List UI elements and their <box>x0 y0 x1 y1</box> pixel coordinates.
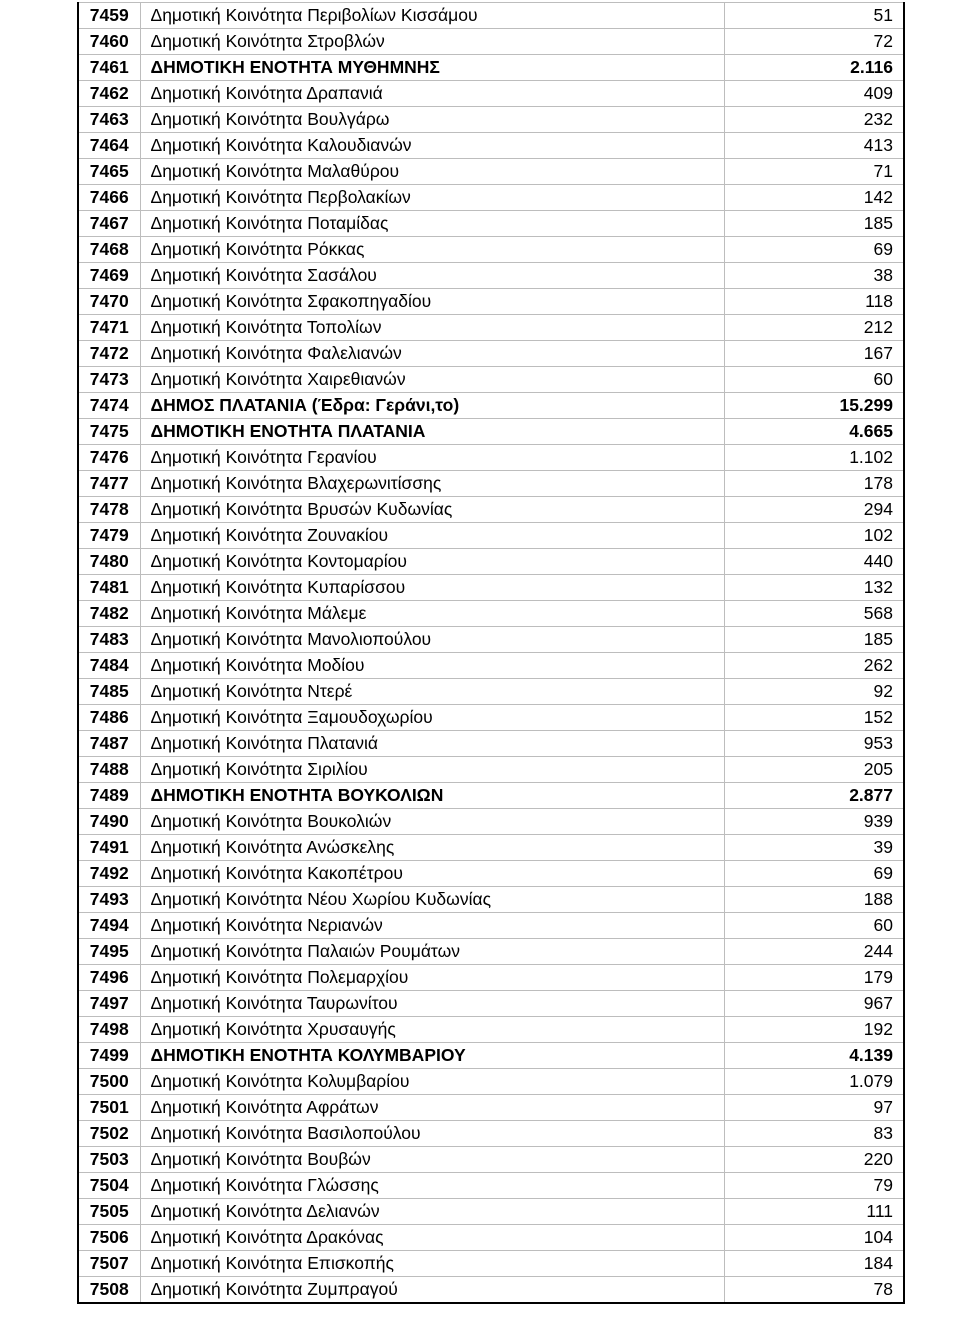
row-name: ΔΗΜΟΤΙΚΗ ΕΝΟΤΗΤΑ ΚΟΛΥΜΒΑΡΙΟΥ <box>140 1043 724 1069</box>
row-code: 7489 <box>78 783 140 809</box>
row-code: 7490 <box>78 809 140 835</box>
row-code: 7497 <box>78 991 140 1017</box>
row-name: Δημοτική Κοινότητα Δελιανών <box>140 1199 724 1225</box>
row-name: Δημοτική Κοινότητα Καλουδιανών <box>140 133 724 159</box>
table-row <box>78 705 904 731</box>
row-code: 7467 <box>78 211 140 237</box>
table-row <box>78 107 904 133</box>
row-value: 79 <box>724 1173 904 1199</box>
table-row <box>78 1017 904 1043</box>
row-name: Δημοτική Κοινότητα Κακοπέτρου <box>140 861 724 887</box>
row-name: Δημοτική Κοινότητα Κοντομαρίου <box>140 549 724 575</box>
row-name: Δημοτική Κοινότητα Ξαμουδοχωρίου <box>140 705 724 731</box>
row-name: Δημοτική Κοινότητα Μοδίου <box>140 653 724 679</box>
row-name: Δημοτική Κοινότητα Ντερέ <box>140 679 724 705</box>
row-name: Δημοτική Κοινότητα Ζυμπραγού <box>140 1277 724 1304</box>
row-name: Δημοτική Κοινότητα Πολεμαρχίου <box>140 965 724 991</box>
row-code: 7498 <box>78 1017 140 1043</box>
table-row <box>78 601 904 627</box>
row-value: 152 <box>724 705 904 731</box>
row-name: Δημοτική Κοινότητα Βρυσών Κυδωνίας <box>140 497 724 523</box>
table-row <box>78 393 904 419</box>
row-value: 413 <box>724 133 904 159</box>
row-name: Δημοτική Κοινότητα Πλατανιά <box>140 731 724 757</box>
row-name: Δημοτική Κοινότητα Σιριλίου <box>140 757 724 783</box>
row-code: 7507 <box>78 1251 140 1277</box>
row-code: 7473 <box>78 367 140 393</box>
row-value: 2.877 <box>724 783 904 809</box>
row-value: 939 <box>724 809 904 835</box>
row-value: 167 <box>724 341 904 367</box>
row-code: 7496 <box>78 965 140 991</box>
row-value: 72 <box>724 29 904 55</box>
table-row <box>78 315 904 341</box>
table-row <box>78 341 904 367</box>
row-code: 7480 <box>78 549 140 575</box>
table-row <box>78 55 904 81</box>
row-code: 7481 <box>78 575 140 601</box>
row-value: 967 <box>724 991 904 1017</box>
row-name: ΔΗΜΟΤΙΚΗ ΕΝΟΤΗΤΑ ΜΥΘΗΜΝΗΣ <box>140 55 724 81</box>
row-name: Δημοτική Κοινότητα Ταυρωνίτου <box>140 991 724 1017</box>
row-value: 102 <box>724 523 904 549</box>
row-value: 409 <box>724 81 904 107</box>
table-row <box>78 835 904 861</box>
table-row <box>78 367 904 393</box>
row-value: 4.665 <box>724 419 904 445</box>
row-code: 7505 <box>78 1199 140 1225</box>
row-name: Δημοτική Κοινότητα Ανώσκελης <box>140 835 724 861</box>
row-name: Δημοτική Κοινότητα Σασάλου <box>140 263 724 289</box>
row-code: 7502 <box>78 1121 140 1147</box>
table-row <box>78 757 904 783</box>
row-value: 440 <box>724 549 904 575</box>
row-value: 184 <box>724 1251 904 1277</box>
table-row <box>78 1043 904 1069</box>
table-row <box>78 627 904 653</box>
row-code: 7460 <box>78 29 140 55</box>
table-row <box>78 263 904 289</box>
row-value: 185 <box>724 211 904 237</box>
row-name: Δημοτική Κοινότητα Βουβών <box>140 1147 724 1173</box>
row-value: 1.102 <box>724 445 904 471</box>
population-table-body <box>78 3 904 1304</box>
row-name: Δημοτική Κοινότητα Δραπανιά <box>140 81 724 107</box>
row-code: 7462 <box>78 81 140 107</box>
row-code: 7499 <box>78 1043 140 1069</box>
row-code: 7501 <box>78 1095 140 1121</box>
row-value: 192 <box>724 1017 904 1043</box>
table-row <box>78 159 904 185</box>
row-code: 7491 <box>78 835 140 861</box>
table-row <box>78 133 904 159</box>
row-name: Δημοτική Κοινότητα Ποταμίδας <box>140 211 724 237</box>
row-code: 7508 <box>78 1277 140 1304</box>
row-name: Δημοτική Κοινότητα Ζουνακίου <box>140 523 724 549</box>
row-code: 7479 <box>78 523 140 549</box>
table-row <box>78 289 904 315</box>
row-code: 7495 <box>78 939 140 965</box>
row-value: 179 <box>724 965 904 991</box>
row-name: Δημοτική Κοινότητα Βουκολιών <box>140 809 724 835</box>
row-name: Δημοτική Κοινότητα Παλαιών Ρουμάτων <box>140 939 724 965</box>
row-code: 7466 <box>78 185 140 211</box>
row-value: 78 <box>724 1277 904 1304</box>
row-code: 7472 <box>78 341 140 367</box>
row-value: 953 <box>724 731 904 757</box>
table-row <box>78 471 904 497</box>
row-name: Δημοτική Κοινότητα Κυπαρίσσου <box>140 575 724 601</box>
row-code: 7494 <box>78 913 140 939</box>
row-code: 7485 <box>78 679 140 705</box>
table-row <box>78 523 904 549</box>
table-row <box>78 1121 904 1147</box>
row-code: 7486 <box>78 705 140 731</box>
table-row <box>78 1277 904 1304</box>
row-code: 7482 <box>78 601 140 627</box>
row-value: 132 <box>724 575 904 601</box>
row-value: 104 <box>724 1225 904 1251</box>
row-name: Δημοτική Κοινότητα Μάλεμε <box>140 601 724 627</box>
row-name: ΔΗΜΟΤΙΚΗ ΕΝΟΤΗΤΑ ΠΛΑΤΑΝΙΑ <box>140 419 724 445</box>
row-code: 7488 <box>78 757 140 783</box>
table-row <box>78 965 904 991</box>
row-value: 188 <box>724 887 904 913</box>
row-name: Δημοτική Κοινότητα Περιβολίων Κισσάμου <box>140 3 724 29</box>
row-code: 7461 <box>78 55 140 81</box>
row-value: 60 <box>724 913 904 939</box>
row-code: 7504 <box>78 1173 140 1199</box>
table-row <box>78 497 904 523</box>
table-row <box>78 861 904 887</box>
row-name: Δημοτική Κοινότητα Επισκοπής <box>140 1251 724 1277</box>
row-value: 118 <box>724 289 904 315</box>
table-row <box>78 29 904 55</box>
row-name: Δημοτική Κοινότητα Γλώσσης <box>140 1173 724 1199</box>
row-value: 69 <box>724 861 904 887</box>
row-value: 232 <box>724 107 904 133</box>
row-code: 7465 <box>78 159 140 185</box>
row-value: 92 <box>724 679 904 705</box>
row-name: Δημοτική Κοινότητα Τοπολίων <box>140 315 724 341</box>
row-value: 83 <box>724 1121 904 1147</box>
row-code: 7468 <box>78 237 140 263</box>
table-row <box>78 679 904 705</box>
row-value: 15.299 <box>724 393 904 419</box>
row-name: Δημοτική Κοινότητα Γερανίου <box>140 445 724 471</box>
row-code: 7476 <box>78 445 140 471</box>
row-code: 7459 <box>78 3 140 29</box>
table-row <box>78 731 904 757</box>
row-value: 262 <box>724 653 904 679</box>
row-name: Δημοτική Κοινότητα Αφράτων <box>140 1095 724 1121</box>
row-value: 142 <box>724 185 904 211</box>
row-code: 7469 <box>78 263 140 289</box>
row-code: 7484 <box>78 653 140 679</box>
row-value: 39 <box>724 835 904 861</box>
row-name: Δημοτική Κοινότητα Ρόκκας <box>140 237 724 263</box>
row-code: 7487 <box>78 731 140 757</box>
table-row <box>78 991 904 1017</box>
row-value: 568 <box>724 601 904 627</box>
row-name: Δημοτική Κοινότητα Βασιλοπούλου <box>140 1121 724 1147</box>
table-row <box>78 1199 904 1225</box>
row-value: 69 <box>724 237 904 263</box>
row-code: 7464 <box>78 133 140 159</box>
table-row <box>78 185 904 211</box>
row-name: Δημοτική Κοινότητα Νεριανών <box>140 913 724 939</box>
row-code: 7463 <box>78 107 140 133</box>
row-code: 7493 <box>78 887 140 913</box>
row-value: 178 <box>724 471 904 497</box>
table-row <box>78 913 904 939</box>
row-name: Δημοτική Κοινότητα Σφακοπηγαδίου <box>140 289 724 315</box>
table-row <box>78 237 904 263</box>
row-value: 111 <box>724 1199 904 1225</box>
table-row <box>78 211 904 237</box>
table-row <box>78 1225 904 1251</box>
row-code: 7503 <box>78 1147 140 1173</box>
row-name: Δημοτική Κοινότητα Κολυμβαρίου <box>140 1069 724 1095</box>
row-value: 205 <box>724 757 904 783</box>
row-name: Δημοτική Κοινότητα Βουλγάρω <box>140 107 724 133</box>
table-row <box>78 783 904 809</box>
table-row <box>78 939 904 965</box>
row-value: 38 <box>724 263 904 289</box>
row-code: 7474 <box>78 393 140 419</box>
table-row <box>78 419 904 445</box>
row-name: Δημοτική Κοινότητα Μαλαθύρου <box>140 159 724 185</box>
row-code: 7500 <box>78 1069 140 1095</box>
row-code: 7506 <box>78 1225 140 1251</box>
row-name: ΔΗΜΟΣ ΠΛΑΤΑΝΙΑ (Έδρα: Γεράνι,το) <box>140 393 724 419</box>
table-row <box>78 1095 904 1121</box>
table-row <box>78 1147 904 1173</box>
row-value: 51 <box>724 3 904 29</box>
row-value: 220 <box>724 1147 904 1173</box>
row-value: 4.139 <box>724 1043 904 1069</box>
table-row <box>78 1173 904 1199</box>
row-name: Δημοτική Κοινότητα Μανολιοπούλου <box>140 627 724 653</box>
row-value: 97 <box>724 1095 904 1121</box>
population-table <box>77 2 905 1304</box>
row-code: 7471 <box>78 315 140 341</box>
row-name: Δημοτική Κοινότητα Χαιρεθιανών <box>140 367 724 393</box>
row-code: 7478 <box>78 497 140 523</box>
table-row <box>78 549 904 575</box>
row-value: 71 <box>724 159 904 185</box>
row-name: Δημοτική Κοινότητα Χρυσαυγής <box>140 1017 724 1043</box>
table-row <box>78 1251 904 1277</box>
row-value: 244 <box>724 939 904 965</box>
row-value: 294 <box>724 497 904 523</box>
row-name: Δημοτική Κοινότητα Βλαχερωνιτίσσης <box>140 471 724 497</box>
row-name: ΔΗΜΟΤΙΚΗ ΕΝΟΤΗΤΑ ΒΟΥΚΟΛΙΩΝ <box>140 783 724 809</box>
row-name: Δημοτική Κοινότητα Φαλελιανών <box>140 341 724 367</box>
row-value: 185 <box>724 627 904 653</box>
row-code: 7475 <box>78 419 140 445</box>
table-row <box>78 1069 904 1095</box>
row-name: Δημοτική Κοινότητα Στροβλών <box>140 29 724 55</box>
row-value: 1.079 <box>724 1069 904 1095</box>
row-value: 60 <box>724 367 904 393</box>
table-row <box>78 3 904 29</box>
row-code: 7477 <box>78 471 140 497</box>
table-row <box>78 653 904 679</box>
table-row <box>78 887 904 913</box>
row-name: Δημοτική Κοινότητα Νέου Χωρίου Κυδωνίας <box>140 887 724 913</box>
table-row <box>78 575 904 601</box>
table-row <box>78 809 904 835</box>
row-value: 212 <box>724 315 904 341</box>
table-row <box>78 445 904 471</box>
table-row <box>78 81 904 107</box>
row-code: 7483 <box>78 627 140 653</box>
row-code: 7492 <box>78 861 140 887</box>
row-code: 7470 <box>78 289 140 315</box>
row-name: Δημοτική Κοινότητα Περβολακίων <box>140 185 724 211</box>
row-value: 2.116 <box>724 55 904 81</box>
row-name: Δημοτική Κοινότητα Δρακόνας <box>140 1225 724 1251</box>
